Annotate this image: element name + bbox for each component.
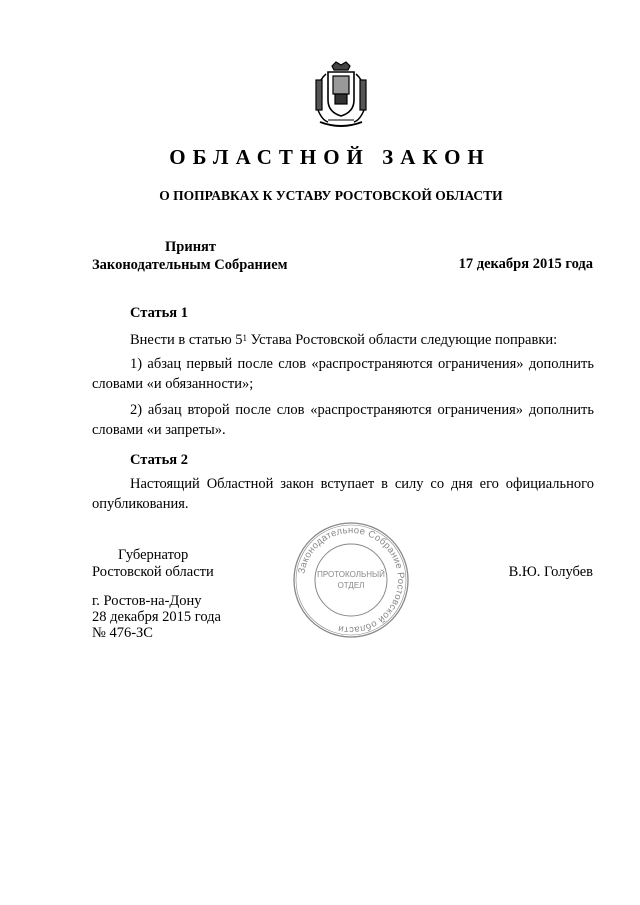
coat-of-arms-icon [306,60,376,128]
document-title: ОБЛАСТНОЙ ЗАКОН [169,145,491,169]
signatory-title-line-2: Ростовской области [92,564,214,580]
article-1-heading: Статья 1 [130,305,188,321]
adopted-body: Законодательным Собранием [92,257,288,273]
footer-number: № 476-ЗС [92,625,153,641]
footer-date: 28 декабря 2015 года [92,609,221,625]
article-1-item-2: 2) абзац второй после слов «распространяются ограничения» дополнить словами «и запреты». [92,402,594,438]
signatory-name: В.Ю. Голубев [508,564,593,580]
signatory-title-line-1: Губернатор [118,547,189,563]
article-2-text: Настоящий Областной закон вступает в силу со дня его официального опубликования. [92,476,594,512]
svg-text:Законодательное Собрание Росто [296,525,406,635]
adopted-by-block [92,238,288,274]
stamp-inner-line-2: ОТДЕЛ [337,581,365,590]
article-1-intro-before: Внести в статью 5 [130,332,243,348]
article-2-heading: Статья 2 [130,452,188,468]
adopted-label: Принят [165,239,217,255]
footer-place: г. Ростов-на-Дону [92,593,202,609]
adopted-date: 17 декабря 2015 года [458,256,593,272]
document-subtitle: О ПОПРАВКАХ К УСТАВУ РОСТОВСКОЙ ОБЛАСТИ [159,188,503,203]
stamp-inner-line-1: ПРОТОКОЛЬНЫЙ [317,570,385,579]
article-1-item-1: 1) абзац первый после слов «распространяются ограничения» дополнить словами «и обязанности»; [92,356,594,392]
stamp-outer-text: Законодательное Собрание Ростовской области [296,524,407,636]
article-1-intro [92,330,594,350]
document-footer [92,593,221,641]
signatory-title [92,547,214,581]
article-1-intro-superscript: 1 [242,333,248,343]
article-1-intro-after: Устава Ростовской области следующие поправки: [247,332,558,348]
official-stamp [291,521,411,639]
